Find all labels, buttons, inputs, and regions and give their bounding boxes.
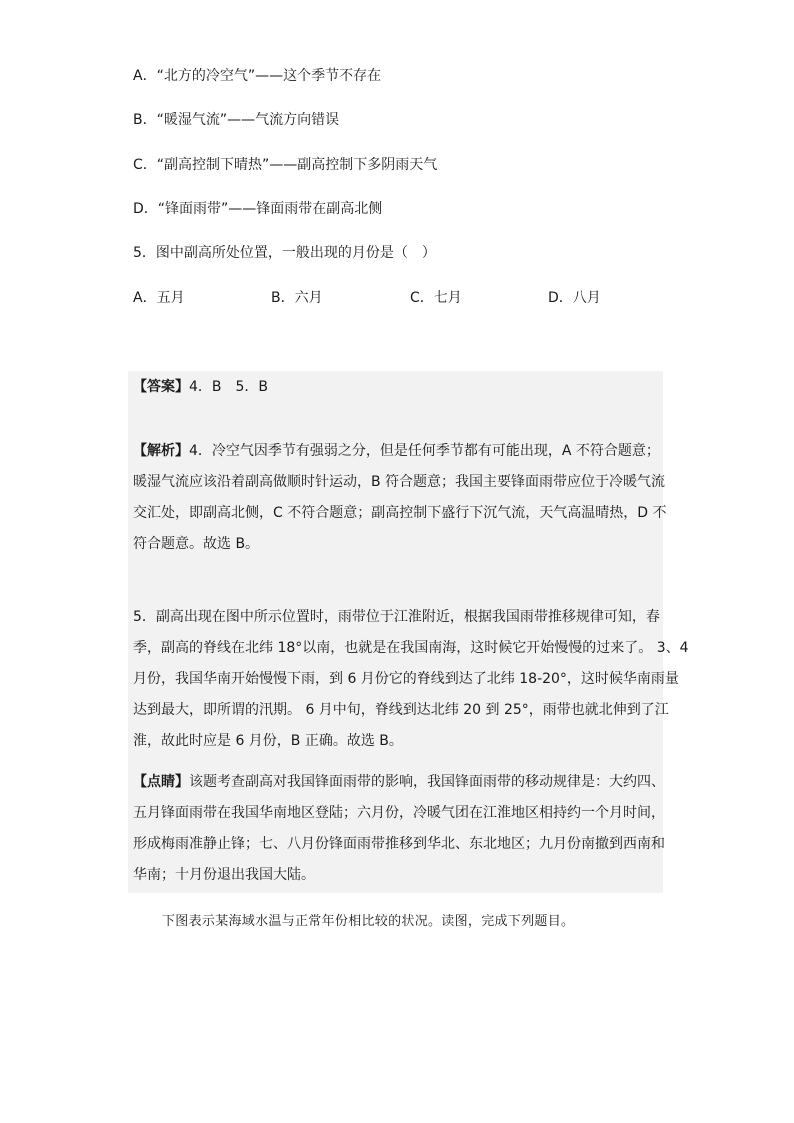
analysis-paragraph-1 xyxy=(133,436,667,560)
next-question-intro: 下图表示某海域水温与正常年份相比较的状况。读图，完成下列题目。 xyxy=(162,914,575,929)
q5-option-c: C．七月 xyxy=(410,290,462,306)
analysis-line: 符合题意。故选 B。 xyxy=(133,536,260,552)
comment-line: 华南；十月份退出我国大陆。 xyxy=(133,867,315,883)
q5-stem: 5．图中副高所处位置，一般出现的月份是（ ） xyxy=(133,245,436,261)
answer-line xyxy=(133,377,268,397)
analysis-line xyxy=(133,436,663,467)
q4-option-c: C．“副高控制下晴热”——副高控制下多阴雨天气 xyxy=(133,157,438,173)
comment-line: 五月锋面雨带在我国华南地区登陆；六月份，冷暖气团在江淮地区相持约一个月时间， xyxy=(133,805,665,821)
analysis-line: 达到最大，即所谓的汛期。 6 月中旬，脊线到达北纬 20 到 25°，雨带也就北伸到了江 xyxy=(133,702,669,718)
q4-option-d: D．“锋面雨带”——锋面雨带在副高北侧 xyxy=(133,201,383,217)
analysis-line: 淮，故此时应是 6 月份，B 正确。故选 B。 xyxy=(133,733,403,749)
q5-option-d: D．八月 xyxy=(548,290,601,306)
analysis-text: 4．冷空气因季节有强弱之分，但是任何季节都有可能出现，A 不符合题意； xyxy=(189,443,660,459)
answer-label: 【答案】 xyxy=(133,379,189,395)
comment-paragraph xyxy=(133,767,663,891)
analysis-line: 交汇处，即副高北侧，C 不符合题意；副高控制下盛行下沉气流，天气高温晴热，D 不 xyxy=(133,505,667,521)
comment-line: 形成梅雨准静止锋；七、八月份锋面雨带推移到华北、东北地区；九月份南撤到西南和 xyxy=(133,836,665,852)
q4-option-a: A．“北方的冷空气”——这个季节不存在 xyxy=(133,68,382,84)
comment-line xyxy=(133,767,663,798)
q5-option-b: B．六月 xyxy=(271,290,323,306)
q4-option-b: B．“暖湿气流”——气流方向错误 xyxy=(133,112,340,128)
analysis-line: 月份，我国华南开始慢慢下雨，到 6 月份它的脊线到达了北纬 18-20°，这时候华南雨量 xyxy=(133,671,679,687)
answer-text: 4．B 5．B xyxy=(189,379,269,395)
analysis-line: 季，副高的脊线在北纬 18°以南，也就是在我国南海，这时候它开始慢慢的过来了。 3、4 xyxy=(133,640,689,656)
analysis-label: 【解析】 xyxy=(133,443,189,459)
comment-text: 该题考查副高对我国锋面雨带的影响，我国锋面雨带的移动规律是：大约四、 xyxy=(189,774,665,790)
comment-label: 【点睛】 xyxy=(133,774,189,790)
analysis-line: 5．副高出现在图中所示位置时，雨带位于江淮附近，根据我国雨带推移规律可知，春 xyxy=(133,609,660,625)
analysis-paragraph-2 xyxy=(133,602,689,757)
q5-option-a: A．五月 xyxy=(133,290,185,306)
analysis-line: 暖湿气流应该沿着副高做顺时针运动，B 符合题意；我国主要锋面雨带应位于冷暖气流 xyxy=(133,474,666,490)
